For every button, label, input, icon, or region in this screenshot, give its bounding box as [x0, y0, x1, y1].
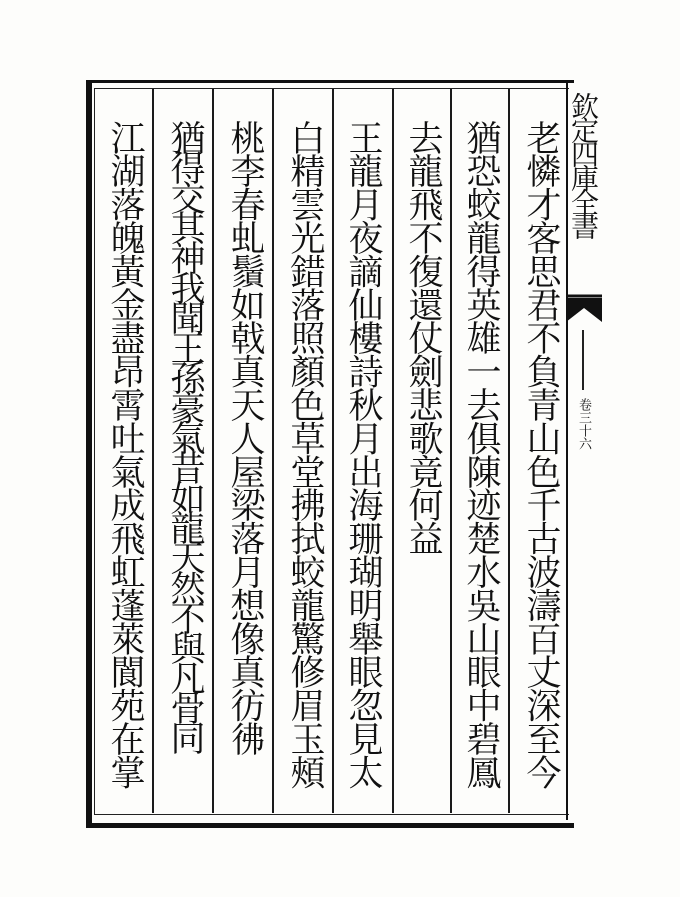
column-rule	[272, 89, 274, 813]
fishtail-mark-icon	[566, 294, 602, 324]
column-rule	[152, 89, 154, 813]
column-rule	[332, 89, 334, 813]
text-column-4: 王龍月夜謫仙樓詩秋月出海珊瑚明舉眼忽見太	[343, 120, 383, 789]
text-column-6: 桃李春虬鬚如戟真天人屋梁落月想像真彷彿	[225, 120, 265, 755]
column-rule	[450, 89, 452, 813]
column-rule	[212, 89, 214, 813]
text-column-7: 猶得交其神我聞王孫豪氣昔如龍天然不與凡骨同	[165, 120, 205, 750]
spine-title: 欽定四庫全書	[567, 92, 600, 236]
text-column-3: 去龍飛不復還仗劍悲歌竟何益	[403, 120, 443, 555]
column-rule	[508, 89, 510, 813]
column-rule	[392, 89, 394, 813]
text-column-8: 江湖落魄黃金盡昂霄吐氣成飛虹蓬萊閬苑在掌	[105, 120, 145, 789]
text-column-5: 白精雲光錯落照顏色草堂拂拭蛟龍驚修眉玉頰	[285, 120, 325, 789]
text-column-2: 猶恐蛟龍得英雄一去俱陳迹楚水吳山眼中碧鳳	[461, 120, 501, 789]
spine-rule	[582, 330, 584, 390]
volume-number: 卷三十六	[576, 398, 591, 450]
text-column-1: 老憐才客思君不負青山色千古波濤百丈深至今	[521, 120, 561, 789]
